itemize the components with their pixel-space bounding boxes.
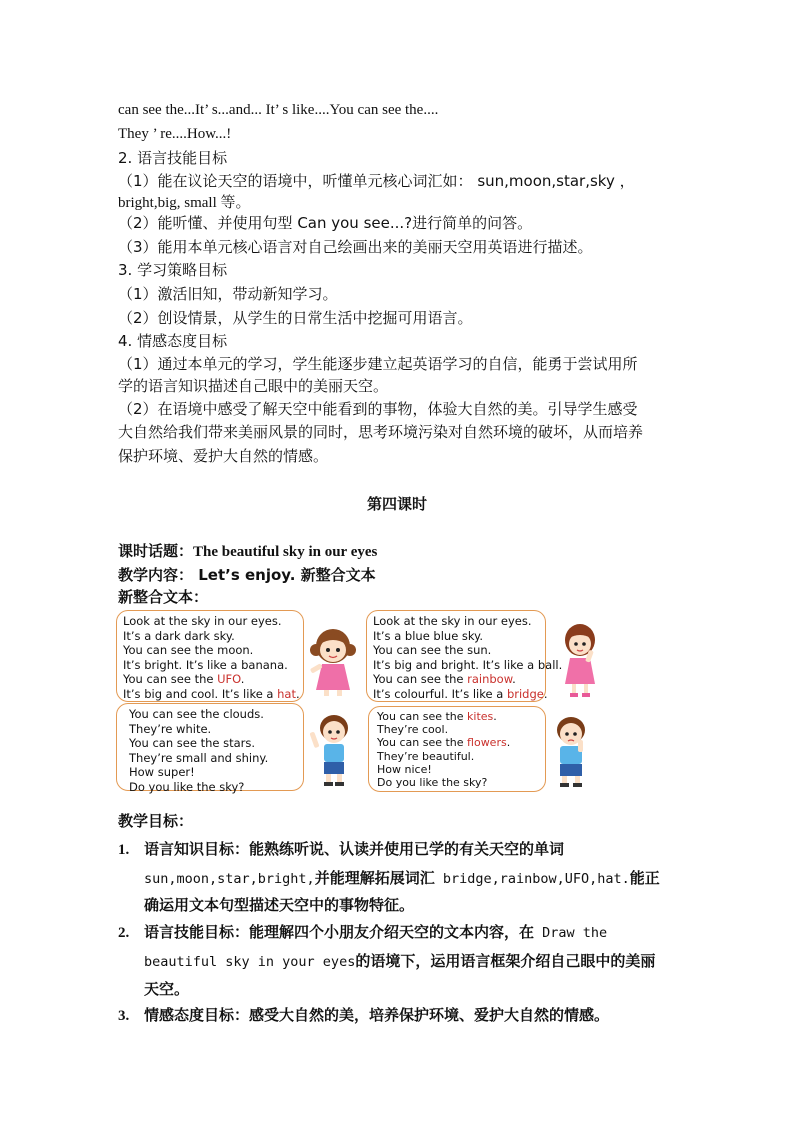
intro-line-1: can see the...It’ s...and... It’ s like....You can see the....: [118, 102, 439, 118]
box2-line-3: You can see the sun.: [373, 643, 492, 658]
skill-item-1-cont: bright,big, small 等。: [118, 195, 251, 211]
strategy-item-2: （2）创设情景，从学生的日常生活中挖掘可用语言。: [118, 309, 473, 327]
box1-line-1: Look at the sky in our eyes.: [123, 614, 282, 628]
boy-pointing-illustration: [306, 710, 354, 788]
box2-line-5: You can see the rainbow.: [373, 672, 516, 687]
skill-item-2: （2）能听懂、并使用句型 Can you see...?进行简单的问答。: [118, 214, 533, 232]
dialogue-box-1: [116, 610, 304, 702]
box2-line-1: Look at the sky in our eyes.: [373, 614, 532, 628]
goal-2-line-2: beautiful sky in your eyes的语境下，运用语言框架介绍自己眼中的美丽: [144, 952, 656, 970]
box3-line-2: They’re white.: [129, 721, 212, 736]
highlight-hat: hat: [277, 686, 296, 701]
boy-thinking-illustration: [548, 712, 594, 788]
intro-line-2: They ’ re....How...!: [118, 126, 232, 142]
content-label: 教学内容：: [118, 566, 194, 584]
box2-line-6: It’s colourful. It’s like a bridge.: [373, 686, 548, 701]
strategy-item-1: （1）激活旧知，带动新知学习。: [118, 285, 338, 303]
dialogue-box-2: [366, 610, 563, 702]
emotion-heading: 4. 情感态度目标: [118, 332, 228, 350]
emotion-item-1-cont: 学的语言知识描述自己眼中的美丽天空。: [118, 377, 389, 395]
emotion-item-1: （1）通过本单元的学习，学生能逐步建立起英语学习的自信，能勇于尝试用所: [118, 355, 638, 373]
box3-line-1: You can see the clouds.: [129, 707, 264, 721]
skill-heading: 2. 语言技能目标: [118, 149, 228, 167]
box2-line-4: It’s big and bright. It’s like a ball.: [373, 657, 563, 672]
emotion-item-2-end: 保护环境、爱护大自然的情感。: [118, 447, 329, 465]
goals-label: 教学目标：: [118, 812, 194, 830]
box4-line-3: You can see the flowers.: [377, 736, 511, 750]
strategy-heading: 3. 学习策略目标: [118, 261, 228, 279]
topic-line: [118, 541, 377, 562]
girl-pink-dress-illustration: [306, 622, 360, 698]
emotion-item-2: （2）在语境中感受了解天空中能看到的事物，体验大自然的美。引导学生感受: [118, 400, 638, 418]
goal-2-line-1: 2. 语言技能目标：能理解四个小朋友介绍天空的文本内容，在 Draw the: [118, 923, 608, 941]
box4-line-6: Do you like the sky?: [377, 776, 488, 790]
box4-line-2: They’re cool.: [377, 723, 449, 737]
skill-item-1: （1）能在议论天空的语境中，听懂单元核心词汇如： sun,moon,star,sky ，: [118, 172, 635, 190]
emotion-item-2-cont: 大自然给我们带来美丽风景的同时，思考环境污染对自然环境的破坏，从而培养: [118, 423, 644, 441]
box1-line-5: You can see the UFO.: [123, 672, 245, 687]
skill-item-3: （3）能用本单元核心语言对自己绘画出来的美丽天空用英语进行描述。: [118, 238, 593, 256]
goal-3-line-1: 3. 情感态度目标：感受大自然的美，培养保护环境、爱护大自然的情感。: [118, 1006, 610, 1024]
dialogue-box-3: [116, 703, 304, 794]
box3-line-4: They’re small and shiny.: [129, 750, 269, 765]
highlight-kites: kites: [467, 710, 494, 723]
highlight-rainbow: rainbow: [467, 672, 513, 687]
goal-1-line-1: 1. 语言知识目标：能熟练听说、认读并使用已学的有关天空的单词: [118, 840, 565, 858]
highlight-bridge: bridge: [506, 686, 544, 701]
goal-2-line-3: 天空。: [144, 980, 190, 998]
content-line: [118, 565, 376, 585]
topic-label: 课时话题：: [118, 542, 194, 560]
topic-value: The beautiful sky in our eyes: [193, 544, 378, 560]
content-value: Let’s enjoy. 新整合文本: [193, 566, 376, 584]
box3-line-5: How super!: [129, 765, 195, 780]
highlight-flowers: flowers: [467, 736, 507, 750]
goal-1-line-2: sun,moon,star,bright,并能理解拓展词汇 bridge,rainbow,UFO,hat.能正: [144, 869, 660, 887]
box4-line-1: You can see the kites.: [377, 710, 497, 723]
box3-line-6: Do you like the sky?: [129, 779, 245, 794]
newtext-label: 新整合文本：: [118, 588, 209, 606]
box1-line-6: It’s big and cool. It’s like a hat.: [123, 686, 300, 701]
box1-line-4: It’s bright. It’s like a banana.: [123, 657, 288, 672]
box1-line-2: It’s a dark dark sky.: [123, 628, 235, 643]
box3-line-3: You can see the stars.: [129, 736, 256, 751]
lesson-title: 第四课时: [366, 495, 427, 513]
dialogue-box-4: [368, 706, 546, 792]
girl-waving-illustration: [557, 620, 603, 700]
box2-line-2: It’s a blue blue sky.: [373, 628, 483, 643]
highlight-ufo: UFO: [217, 672, 241, 687]
box4-line-4: They’re beautiful.: [377, 749, 475, 763]
box1-line-3: You can see the moon.: [123, 643, 254, 658]
goal-1-line-3: 确运用文本句型描述天空中的事物特征。: [144, 896, 415, 914]
box4-line-5: How nice!: [377, 762, 432, 776]
